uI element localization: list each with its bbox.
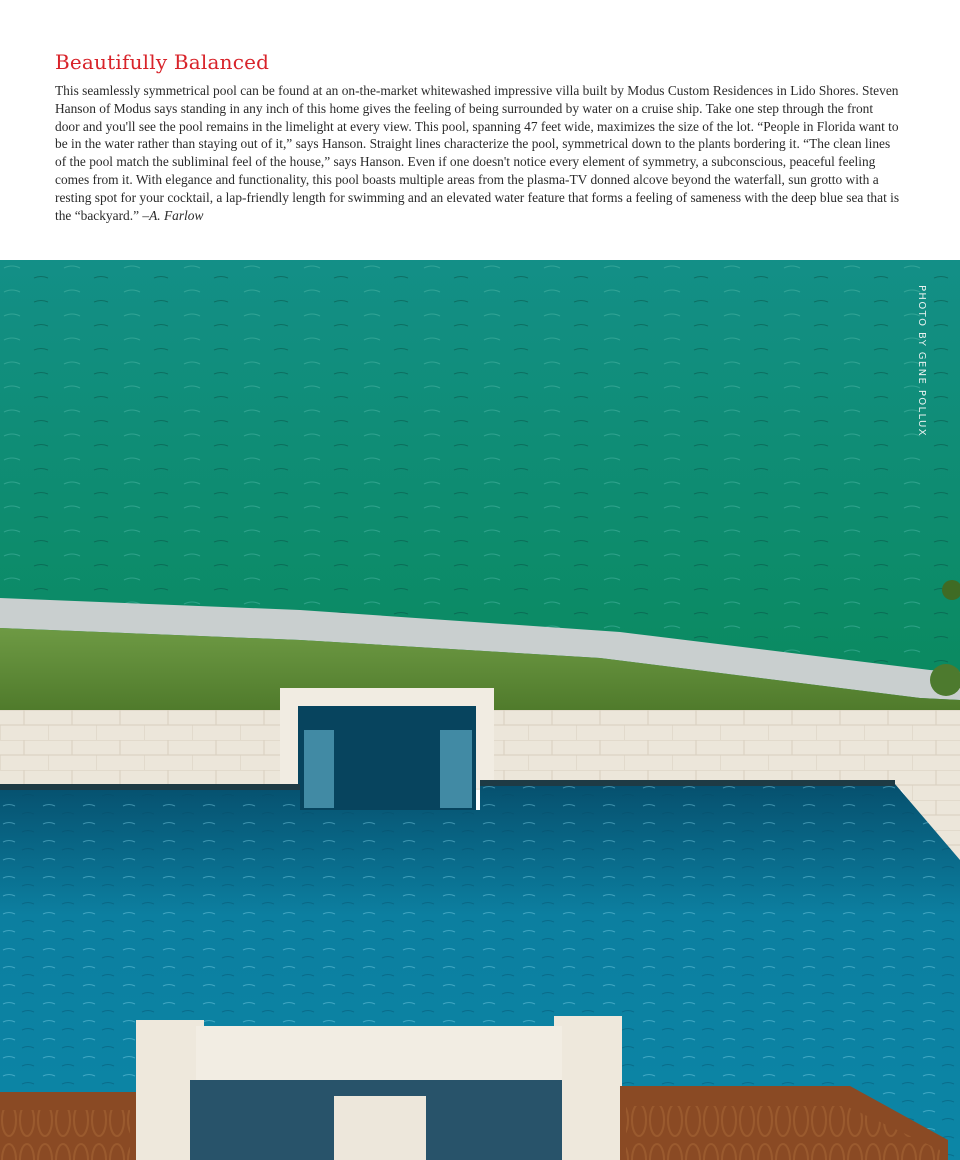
- article-body: [55, 82, 900, 224]
- article-byline: –A. Farlow: [142, 207, 204, 223]
- grotto-wall-right: [554, 1016, 622, 1160]
- article-headline: Beautifully Balanced: [55, 50, 270, 74]
- pool-photo: [0, 260, 960, 1160]
- article: [55, 50, 900, 224]
- photo-credit: PHOTO BY GENE POLLUX: [916, 285, 927, 437]
- article-body-text: This seamlessly symmetrical pool can be found at an on-the-market whitewashed impressive villa built by Modus Custom Residences in Lido Shores. Steven Hanson of Modus says standing in any inch of this home gives the feeling of being surrounded by water on a cruise ship. Take one step through the front door and you'll see the pool remains in the limelight at every view. This pool, spanning 47 feet wide, maximizes the size of the lot. “People in Florida want to be in the water rather than staying out of it,” says Hanson. Straight lines characterize the pool, symmetrical down to the plants bordering it. “The clean lines of the pool match the subliminal feel of the house,” says Hanson. Even if one doesn't notice every element of symmetry, a subconscious, peaceful feeling comes from it. With elegance and functionality, this pool boasts multiple areas from the plasma-TV donned alcove beyond the waterfall, sun grotto with a resting spot for your cocktail, a lap-friendly length for swimming and an elevated water feature that forms a feeling of sameness with the deep blue sea that is the “backyard.”: [55, 83, 900, 223]
